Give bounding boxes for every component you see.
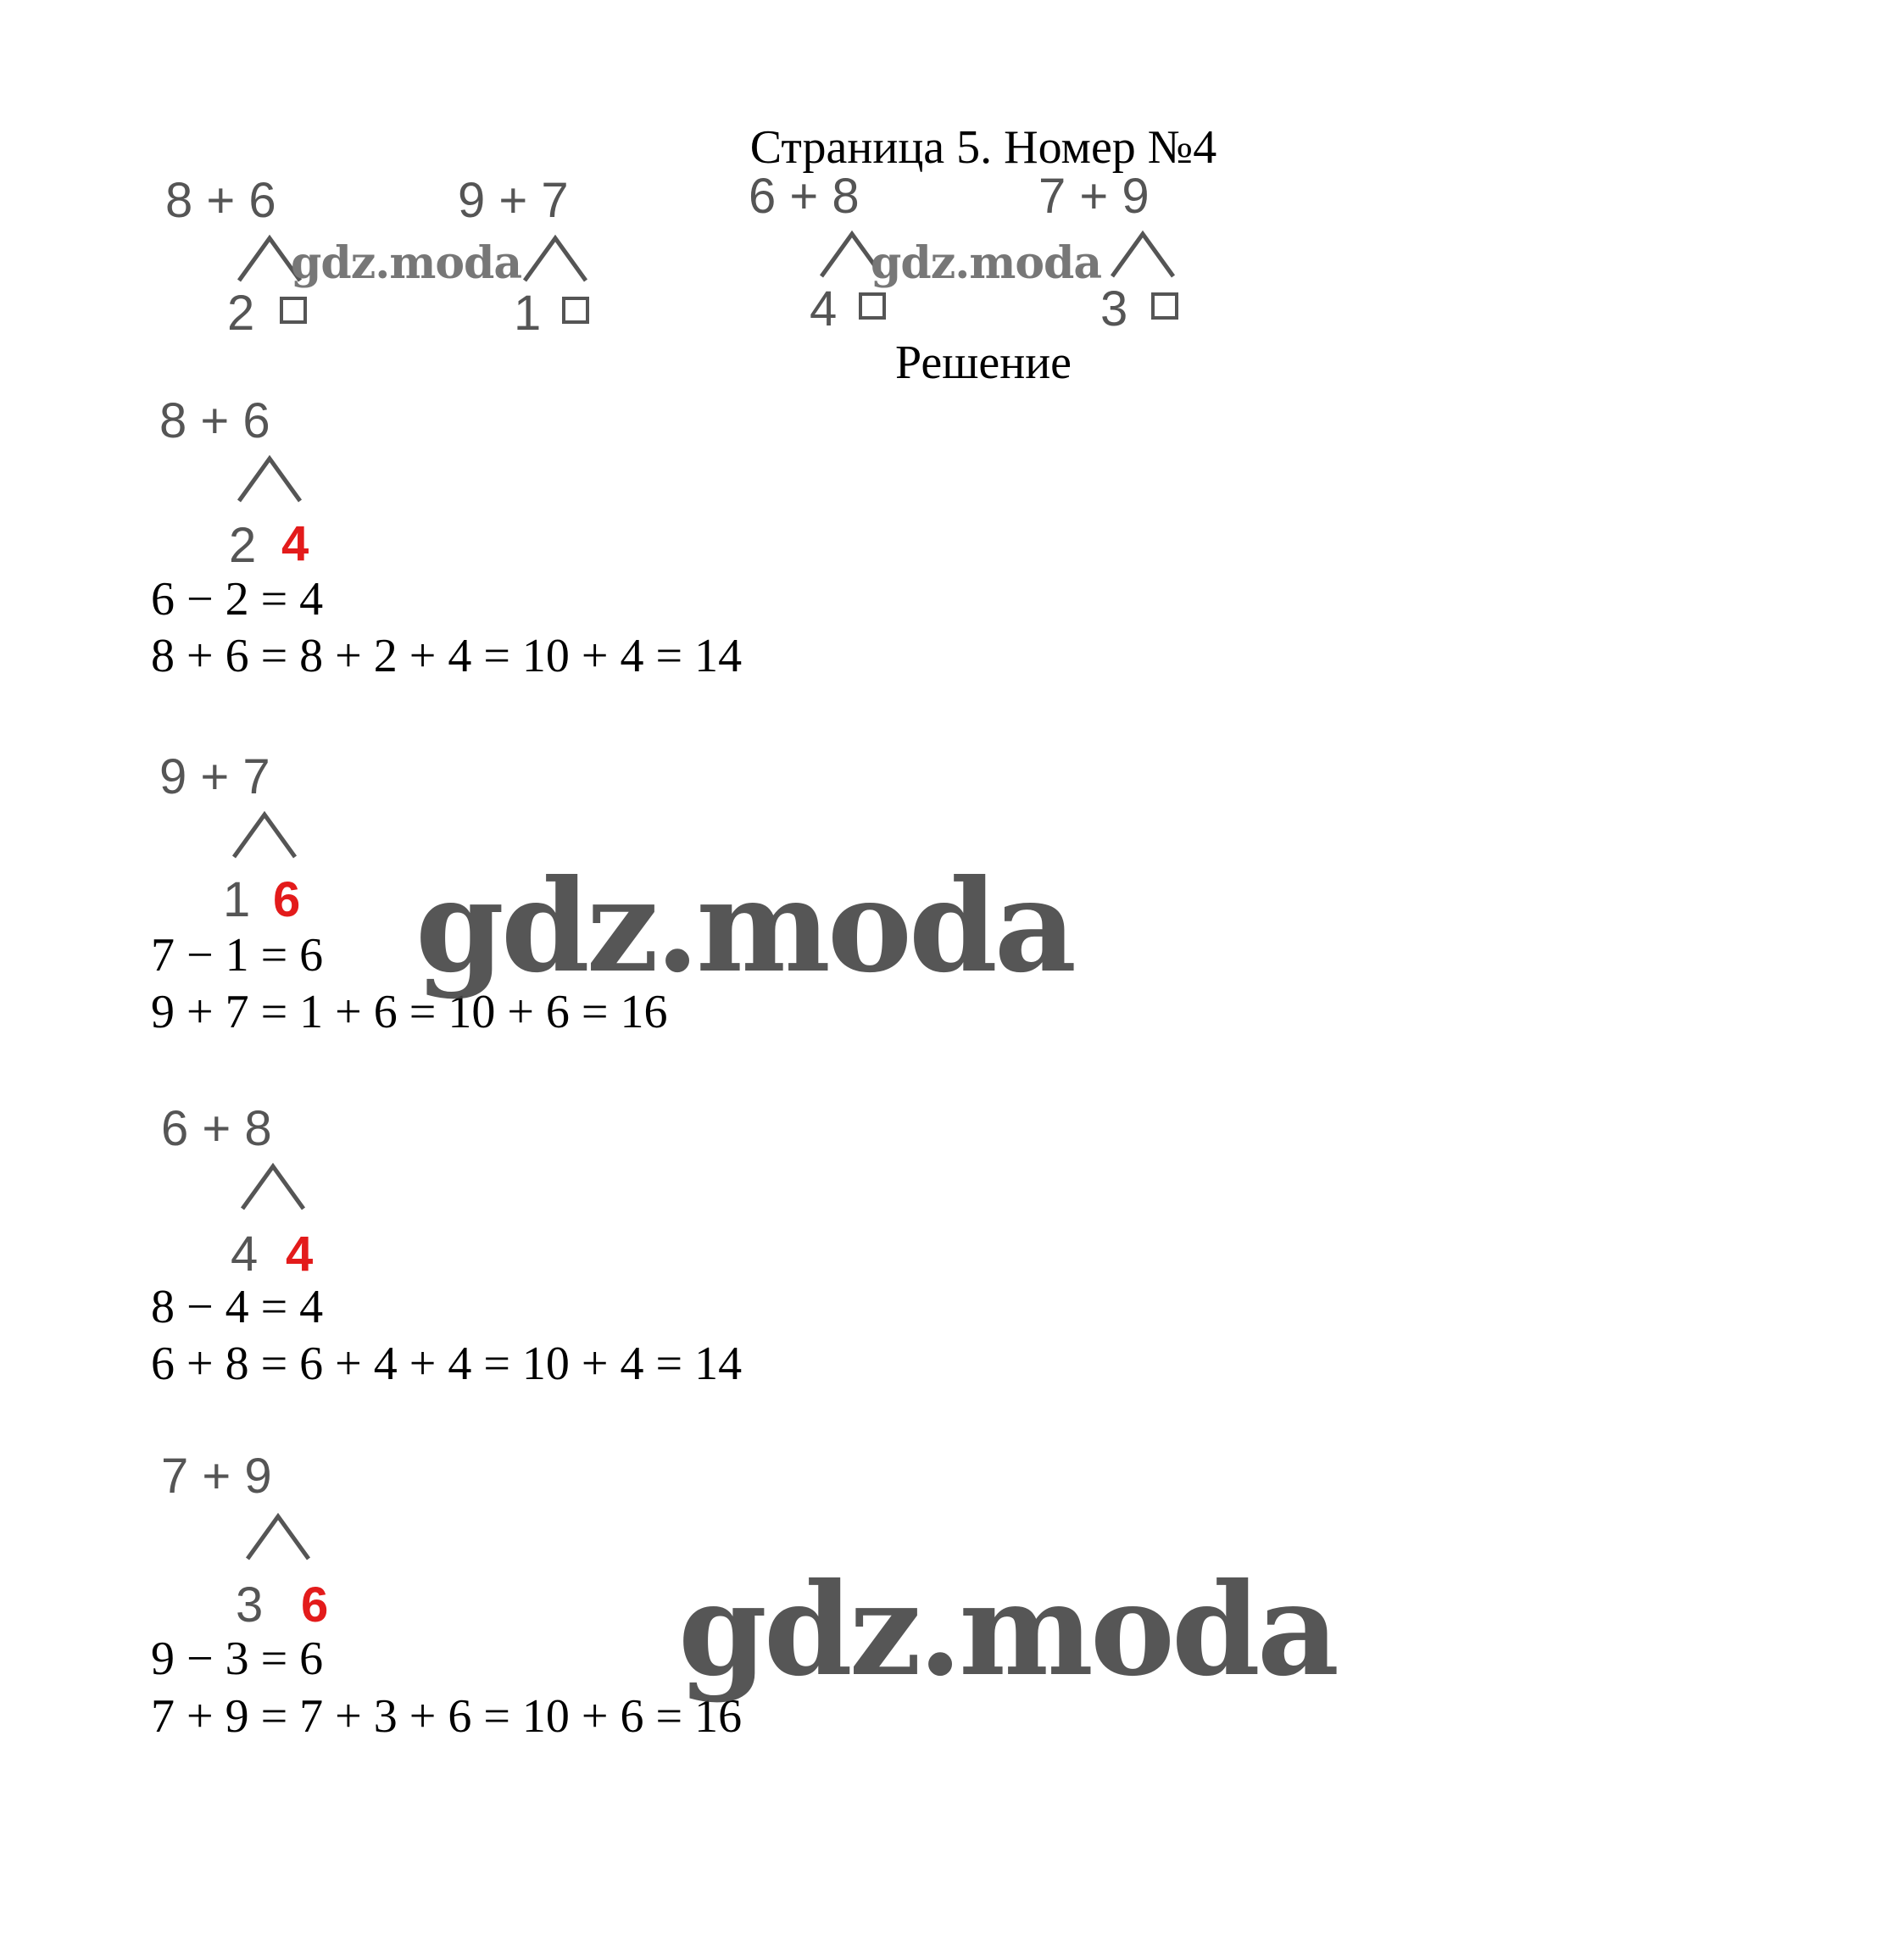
solution-3-branch-icon xyxy=(239,1161,307,1212)
task-4-expression: 7 + 9 xyxy=(1038,169,1150,224)
solution-4-branch-icon xyxy=(244,1511,312,1562)
task-2-branch-icon xyxy=(521,233,589,284)
solution-1-expression: 8 + 6 xyxy=(159,393,270,448)
solution-3-line-2: 6 + 8 = 6 + 4 + 4 = 10 + 4 = 14 xyxy=(151,1338,743,1390)
solution-1-given: 2 xyxy=(229,518,257,573)
task-2-answer-box xyxy=(562,297,589,324)
solution-2-line-2: 9 + 7 = 1 + 6 = 10 + 6 = 16 xyxy=(151,986,668,1038)
watermark-small-1: gdz.moda xyxy=(291,237,522,289)
solution-1-line-2: 8 + 6 = 8 + 2 + 4 = 10 + 4 = 14 xyxy=(151,630,743,682)
solution-2-given: 1 xyxy=(223,872,251,927)
solution-1-answer: 4 xyxy=(281,516,309,571)
solution-4-line-1: 9 − 3 = 6 xyxy=(151,1633,324,1685)
solution-heading: Решение xyxy=(894,337,1072,389)
task-1-expression: 8 + 6 xyxy=(165,173,276,228)
solution-4-answer: 6 xyxy=(301,1577,329,1633)
watermark-small-2: gdz.moda xyxy=(871,237,1102,289)
solution-3-answer: 4 xyxy=(286,1227,314,1282)
watermark-large-2: gdz.moda xyxy=(678,1555,1337,1705)
solution-1-line-1: 6 − 2 = 4 xyxy=(151,573,324,626)
task-2-expression: 9 + 7 xyxy=(458,173,569,228)
watermark-large-1: gdz.moda xyxy=(415,852,1074,1001)
solution-3-line-1: 8 − 4 = 4 xyxy=(151,1281,324,1333)
task-4-branch-icon xyxy=(1109,229,1177,280)
task-3-answer-box xyxy=(859,292,886,320)
solution-3-given: 4 xyxy=(231,1227,259,1282)
task-1-answer-box xyxy=(280,297,307,324)
solution-1-branch-icon xyxy=(236,453,303,504)
solution-2-branch-icon xyxy=(231,809,298,860)
task-4-given: 3 xyxy=(1100,281,1128,337)
task-1-given: 2 xyxy=(227,286,255,341)
solution-3-expression: 6 + 8 xyxy=(161,1101,272,1156)
solution-4-expression: 7 + 9 xyxy=(161,1449,272,1504)
solution-2-line-1: 7 − 1 = 6 xyxy=(151,929,324,982)
page-title: Страница 5. Номер №4 xyxy=(749,121,1217,174)
task-2-given: 1 xyxy=(514,286,542,341)
solution-4-given: 3 xyxy=(236,1577,264,1633)
solution-2-expression: 9 + 7 xyxy=(159,749,270,804)
task-3-given: 4 xyxy=(810,281,838,337)
task-3-expression: 6 + 8 xyxy=(749,169,860,224)
solution-4-line-2: 7 + 9 = 7 + 3 + 6 = 10 + 6 = 16 xyxy=(151,1690,743,1743)
solution-2-answer: 6 xyxy=(273,872,301,927)
task-4-answer-box xyxy=(1151,292,1178,320)
